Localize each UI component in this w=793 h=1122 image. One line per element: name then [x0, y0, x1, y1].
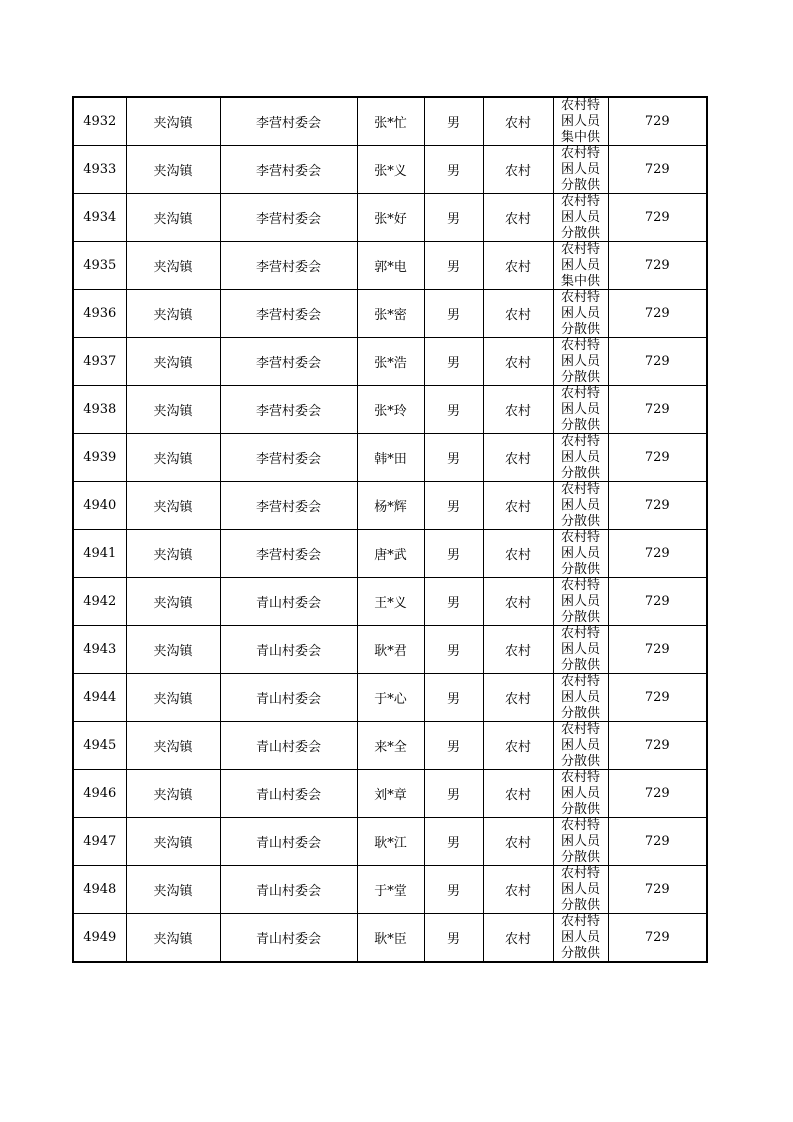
support-type-text: 农村特困人员分散供: [560, 914, 600, 961]
village-committee-cell: 李营村委会: [220, 434, 357, 482]
residence-type-cell: 农村: [483, 242, 553, 290]
gender-cell: 男: [424, 770, 483, 818]
person-name-cell: 唐*武: [357, 530, 424, 578]
gender-cell: 男: [424, 97, 483, 146]
support-type-text: 农村特困人员分散供: [560, 818, 600, 865]
serial-number-cell: 4937: [73, 338, 126, 386]
support-type-text: 农村特困人员分散供: [560, 770, 600, 817]
residence-type-cell: 农村: [483, 146, 553, 194]
support-type-cell: [553, 866, 608, 914]
village-committee-cell: 青山村委会: [220, 626, 357, 674]
gender-cell: 男: [424, 866, 483, 914]
serial-number-cell: 4932: [73, 97, 126, 146]
serial-number-cell: 4941: [73, 530, 126, 578]
person-name-cell: 韩*田: [357, 434, 424, 482]
gender-cell: 男: [424, 146, 483, 194]
table-row: [73, 434, 707, 482]
serial-number-cell: 4933: [73, 146, 126, 194]
residence-type-cell: 农村: [483, 482, 553, 530]
person-name-cell: 张*义: [357, 146, 424, 194]
support-type-text: 农村特困人员分散供: [560, 434, 600, 481]
person-name-cell: 张*玲: [357, 386, 424, 434]
town-cell: 夹沟镇: [126, 866, 220, 914]
person-name-cell: 刘*章: [357, 770, 424, 818]
residence-type-cell: 农村: [483, 434, 553, 482]
amount-cell: 729: [608, 674, 707, 722]
gender-cell: 男: [424, 290, 483, 338]
serial-number-cell: 4948: [73, 866, 126, 914]
support-type-text: 农村特困人员分散供: [560, 530, 600, 577]
village-committee-cell: 李营村委会: [220, 242, 357, 290]
amount-cell: 729: [608, 482, 707, 530]
support-type-text: 农村特困人员分散供: [560, 386, 600, 433]
amount-cell: 729: [608, 97, 707, 146]
town-cell: 夹沟镇: [126, 722, 220, 770]
table-row: [73, 146, 707, 194]
support-type-text: 农村特困人员分散供: [560, 194, 600, 241]
residence-type-cell: 农村: [483, 290, 553, 338]
table-row: [73, 242, 707, 290]
support-type-cell: [553, 530, 608, 578]
village-committee-cell: 李营村委会: [220, 386, 357, 434]
support-type-cell: [553, 770, 608, 818]
town-cell: 夹沟镇: [126, 146, 220, 194]
table-row: [73, 338, 707, 386]
amount-cell: 729: [608, 626, 707, 674]
town-cell: 夹沟镇: [126, 818, 220, 866]
support-type-cell: [553, 97, 608, 146]
support-type-cell: [553, 386, 608, 434]
gender-cell: 男: [424, 530, 483, 578]
support-type-text: 农村特困人员分散供: [560, 338, 600, 385]
roster-table: [72, 96, 708, 963]
residence-type-cell: 农村: [483, 530, 553, 578]
residence-type-cell: 农村: [483, 914, 553, 963]
person-name-cell: 于*堂: [357, 866, 424, 914]
residence-type-cell: 农村: [483, 674, 553, 722]
gender-cell: 男: [424, 242, 483, 290]
serial-number-cell: 4947: [73, 818, 126, 866]
town-cell: 夹沟镇: [126, 530, 220, 578]
gender-cell: 男: [424, 386, 483, 434]
town-cell: 夹沟镇: [126, 290, 220, 338]
person-name-cell: 张*浩: [357, 338, 424, 386]
amount-cell: 729: [608, 866, 707, 914]
support-type-text: 农村特困人员分散供: [560, 626, 600, 673]
support-type-text: 农村特困人员分散供: [560, 482, 600, 529]
table-row: [73, 530, 707, 578]
village-committee-cell: 李营村委会: [220, 290, 357, 338]
amount-cell: 729: [608, 818, 707, 866]
amount-cell: 729: [608, 770, 707, 818]
village-committee-cell: 李营村委会: [220, 530, 357, 578]
town-cell: 夹沟镇: [126, 434, 220, 482]
table-row: [73, 722, 707, 770]
person-name-cell: 王*义: [357, 578, 424, 626]
serial-number-cell: 4939: [73, 434, 126, 482]
support-type-cell: [553, 626, 608, 674]
town-cell: 夹沟镇: [126, 338, 220, 386]
support-type-cell: [553, 338, 608, 386]
village-committee-cell: 李营村委会: [220, 97, 357, 146]
table-row: [73, 866, 707, 914]
support-type-text: 农村特困人员分散供: [560, 674, 600, 721]
village-committee-cell: 青山村委会: [220, 674, 357, 722]
residence-type-cell: 农村: [483, 194, 553, 242]
residence-type-cell: 农村: [483, 626, 553, 674]
gender-cell: 男: [424, 626, 483, 674]
village-committee-cell: 李营村委会: [220, 146, 357, 194]
gender-cell: 男: [424, 338, 483, 386]
amount-cell: 729: [608, 914, 707, 963]
serial-number-cell: 4938: [73, 386, 126, 434]
town-cell: 夹沟镇: [126, 674, 220, 722]
table-row: [73, 386, 707, 434]
town-cell: 夹沟镇: [126, 626, 220, 674]
table-row: [73, 818, 707, 866]
town-cell: 夹沟镇: [126, 578, 220, 626]
support-type-cell: [553, 674, 608, 722]
amount-cell: 729: [608, 146, 707, 194]
amount-cell: 729: [608, 578, 707, 626]
amount-cell: 729: [608, 722, 707, 770]
support-type-cell: [553, 482, 608, 530]
person-name-cell: 郭*电: [357, 242, 424, 290]
serial-number-cell: 4943: [73, 626, 126, 674]
village-committee-cell: 李营村委会: [220, 482, 357, 530]
amount-cell: 729: [608, 530, 707, 578]
person-name-cell: 杨*辉: [357, 482, 424, 530]
support-type-cell: [553, 290, 608, 338]
person-name-cell: 耿*君: [357, 626, 424, 674]
support-type-text: 农村特困人员集中供: [560, 98, 600, 145]
table-row: [73, 770, 707, 818]
support-type-text: 农村特困人员分散供: [560, 146, 600, 193]
gender-cell: 男: [424, 434, 483, 482]
person-name-cell: 于*心: [357, 674, 424, 722]
town-cell: 夹沟镇: [126, 194, 220, 242]
table-row: [73, 194, 707, 242]
table-row: [73, 626, 707, 674]
residence-type-cell: 农村: [483, 386, 553, 434]
roster-body: [73, 97, 707, 962]
support-type-text: 农村特困人员分散供: [560, 290, 600, 337]
support-type-cell: [553, 578, 608, 626]
residence-type-cell: 农村: [483, 866, 553, 914]
residence-type-cell: 农村: [483, 818, 553, 866]
support-type-text: 农村特困人员分散供: [560, 578, 600, 625]
gender-cell: 男: [424, 818, 483, 866]
gender-cell: 男: [424, 914, 483, 963]
support-type-text: 农村特困人员分散供: [560, 866, 600, 913]
village-committee-cell: 李营村委会: [220, 338, 357, 386]
village-committee-cell: 青山村委会: [220, 722, 357, 770]
residence-type-cell: 农村: [483, 578, 553, 626]
person-name-cell: 耿*臣: [357, 914, 424, 963]
town-cell: 夹沟镇: [126, 482, 220, 530]
gender-cell: 男: [424, 194, 483, 242]
person-name-cell: 耿*江: [357, 818, 424, 866]
support-type-cell: [553, 194, 608, 242]
serial-number-cell: 4934: [73, 194, 126, 242]
residence-type-cell: 农村: [483, 770, 553, 818]
serial-number-cell: 4935: [73, 242, 126, 290]
table-row: [73, 482, 707, 530]
town-cell: 夹沟镇: [126, 914, 220, 963]
gender-cell: 男: [424, 674, 483, 722]
amount-cell: 729: [608, 242, 707, 290]
town-cell: 夹沟镇: [126, 770, 220, 818]
village-committee-cell: 青山村委会: [220, 866, 357, 914]
serial-number-cell: 4946: [73, 770, 126, 818]
table-row: [73, 914, 707, 963]
gender-cell: 男: [424, 482, 483, 530]
village-committee-cell: 青山村委会: [220, 770, 357, 818]
support-type-text: 农村特困人员分散供: [560, 722, 600, 769]
table-row: [73, 97, 707, 146]
table-row: [73, 578, 707, 626]
support-type-cell: [553, 818, 608, 866]
village-committee-cell: 青山村委会: [220, 914, 357, 963]
town-cell: 夹沟镇: [126, 386, 220, 434]
serial-number-cell: 4945: [73, 722, 126, 770]
table-row: [73, 674, 707, 722]
amount-cell: 729: [608, 194, 707, 242]
person-name-cell: 来*全: [357, 722, 424, 770]
serial-number-cell: 4949: [73, 914, 126, 963]
amount-cell: 729: [608, 386, 707, 434]
village-committee-cell: 青山村委会: [220, 578, 357, 626]
support-type-cell: [553, 242, 608, 290]
support-type-cell: [553, 914, 608, 963]
person-name-cell: 张*好: [357, 194, 424, 242]
residence-type-cell: 农村: [483, 338, 553, 386]
amount-cell: 729: [608, 290, 707, 338]
table-row: [73, 290, 707, 338]
person-name-cell: 张*忙: [357, 97, 424, 146]
serial-number-cell: 4936: [73, 290, 126, 338]
gender-cell: 男: [424, 578, 483, 626]
village-committee-cell: 李营村委会: [220, 194, 357, 242]
support-type-cell: [553, 434, 608, 482]
village-committee-cell: 青山村委会: [220, 818, 357, 866]
residence-type-cell: 农村: [483, 722, 553, 770]
serial-number-cell: 4940: [73, 482, 126, 530]
serial-number-cell: 4944: [73, 674, 126, 722]
amount-cell: 729: [608, 338, 707, 386]
support-type-text: 农村特困人员集中供: [560, 242, 600, 289]
town-cell: 夹沟镇: [126, 242, 220, 290]
support-type-cell: [553, 146, 608, 194]
serial-number-cell: 4942: [73, 578, 126, 626]
person-name-cell: 张*密: [357, 290, 424, 338]
gender-cell: 男: [424, 722, 483, 770]
support-type-cell: [553, 722, 608, 770]
town-cell: 夹沟镇: [126, 97, 220, 146]
amount-cell: 729: [608, 434, 707, 482]
residence-type-cell: 农村: [483, 97, 553, 146]
